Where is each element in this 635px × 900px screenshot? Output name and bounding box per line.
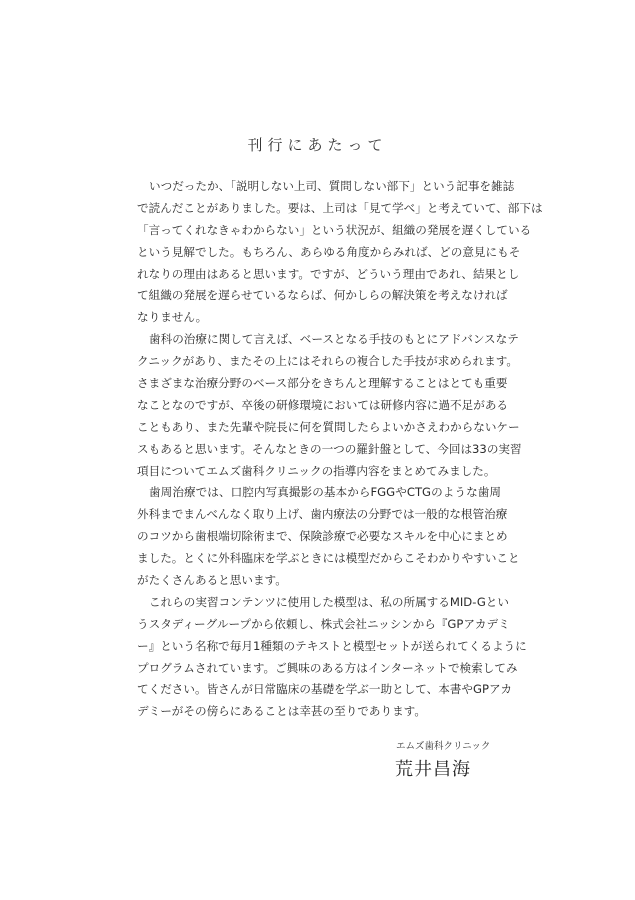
paragraph-line: がたくさんあると思います。: [137, 573, 287, 588]
paragraph-line: さまざまな治療分野のベース部分をきちんと理解することはとても重要: [137, 376, 508, 391]
paragraph-line: れなりの理由はあると思います。ですが、どういう理由であれ、結果とし: [137, 266, 520, 281]
paragraph-line: プログラムされています。ご興味のある方はインターネットで検索してみ: [137, 660, 518, 675]
signature-name: 荒井昌海: [395, 759, 471, 780]
paragraph-line: ました。とくに外科臨床を学ぶときには模型だからこそわかりやすいこと: [137, 551, 520, 566]
paragraph-line: 歯科の治療に関して言えば、ベースとなる手技のもとにアドバンスなテ: [149, 332, 519, 347]
paragraph-line: で読んだことがありました。要は、上司は「見て学べ」と考えていて、部下は: [137, 200, 543, 215]
paragraph-line: 項目についてエムズ歯科クリニックの指導内容をまとめてみました。: [137, 463, 496, 478]
paragraph-line: いつだったか、「説明しない上司、質問しない部下」という記事を雑誌: [149, 179, 515, 193]
paragraph-line: うスタディーグループから依頼し、株式会社ニッシンから『GPアカデミ: [137, 616, 510, 631]
paragraph-line: 外科までまんべんなく取り上げ、歯内療法の分野では一般的な根管治療: [137, 507, 508, 522]
paragraph-line: 「言ってくれなきゃわからない」という状況が、組織の発展を遅くしている: [137, 222, 532, 237]
paragraph-line: て組織の発展を遅らせているならば、何かしらの解決策を考えなければ: [137, 288, 508, 303]
paragraph-line: クニックがあり、またその上にはそれらの複合した手技が求められます。: [137, 354, 518, 369]
paragraph-line: ー』という名称で毎月1種類のテキストと模型セットが送られてくるように: [137, 638, 527, 653]
paragraph-line: スもあると思います。そんなときの一つの羅針盤として、今回は33の実習: [137, 441, 522, 456]
signature-clinic: エムズ歯科クリニック: [396, 741, 491, 752]
paragraph-line: てください。皆さんが日常臨床の基礎を学ぶ一助として、本書やGPアカ: [137, 682, 513, 697]
paragraph-line: のコツから歯根端切除術まで、保険診療で必要なスキルを中心にまとめ: [137, 529, 508, 544]
paragraph-line: デミーがその傍らにあることは幸甚の至りであります。: [137, 704, 426, 719]
paragraph-line: なりません。: [137, 310, 208, 325]
paragraph-line: なことなのですが、卒後の研修環境においては研修内容に過不足がある: [137, 397, 509, 412]
paragraph-line: という見解でした。もちろん、あらゆる角度からみれば、どの意見にもそ: [137, 244, 521, 259]
paragraph-line: 歯周治療では、口腔内写真撮影の基本からFGGやCTGのような歯周: [149, 485, 501, 500]
paragraph-line: これらの実習コンテンツに使用した模型は、私の所属するMID-Gとい: [149, 594, 509, 609]
preface-body: [137, 176, 543, 723]
page-title: 刊行にあたって: [247, 136, 388, 154]
paragraph-line: こともあり、また先輩や院長に何を質問したらよいかさえわからないケー: [137, 419, 520, 434]
